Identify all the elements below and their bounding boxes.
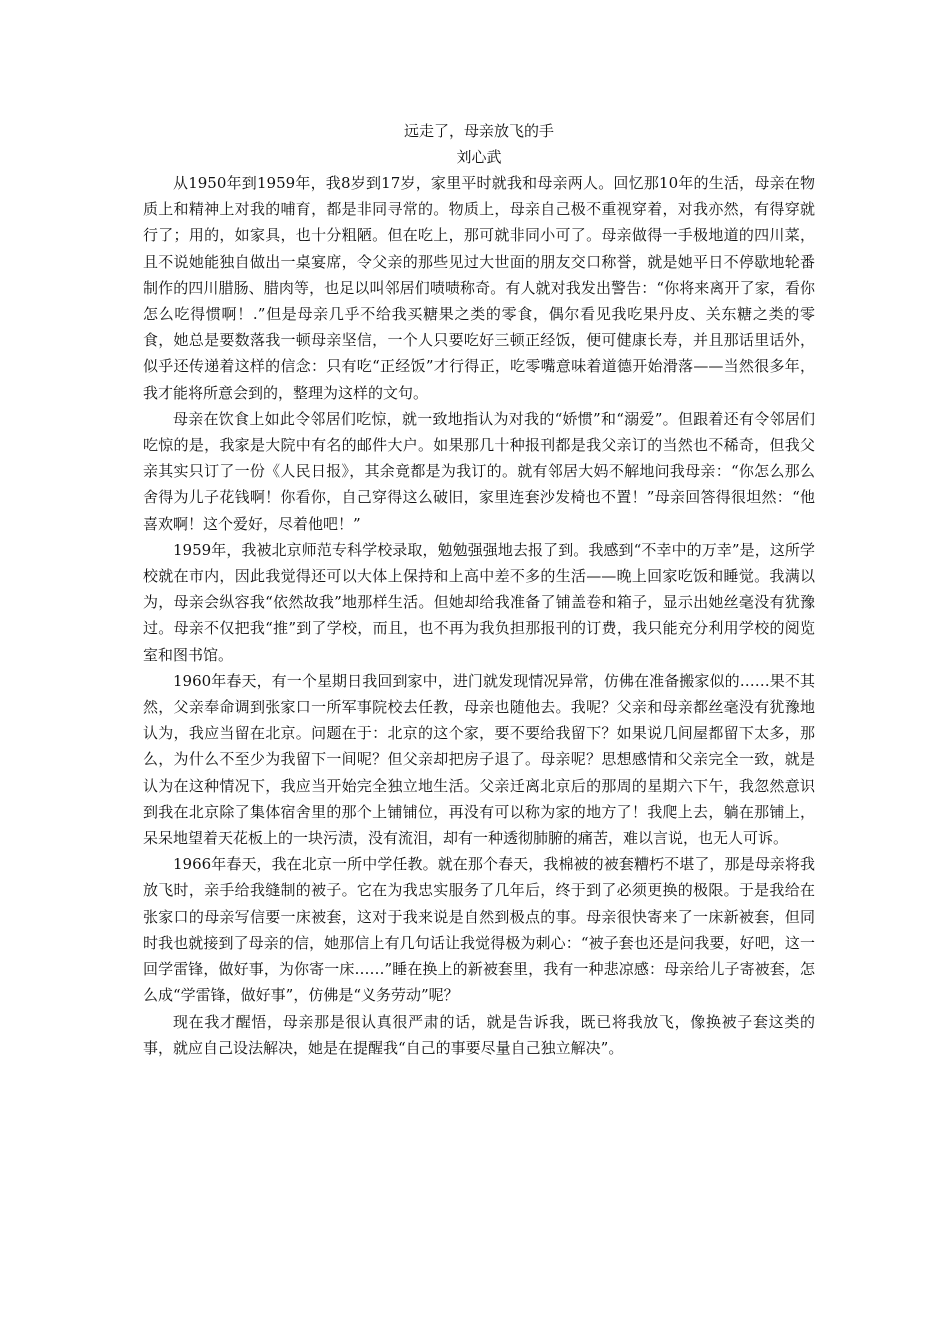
paragraph-5: 1966年春天，我在北京一所中学任教。就在那个春天，我棉被的被套糟朽不堪了，那是母亲将我放飞时，亲手给我缝制的被子。它在为我忠实服务了几年后，终于到了必须更换的极限。于是我给在张家口的母亲写信要一床被套，这对于我来说是自然到极点的事。母亲很快寄来了一床新被套，但同时我也就接到了母亲的信，她那信上有几句话让我觉得极为刺心：“被子套也还是问我要，好吧，这一回学雷锋，做好事，为你寄一床……”睡在换上的新被套里，我有一种悲凉感：母亲给儿子寄被套，怎么成“学雷锋，做好事”，仿佛是“义务劳动”呢？: [143, 855, 815, 1005]
paragraph-2: 母亲在饮食上如此令邻居们吃惊，就一致地指认为对我的“娇惯”和“溺爱”。但跟着还有令邻居们吃惊的是，我家是大院中有名的邮件大户。如果那几十种报刊都是我父亲订的当然也不稀奇，但我父亲其实只订了一份《人民日报》，其余竟都是为我订的。就有邻居大妈不解地问我母亲：“你怎么那么舍得为儿子花钱啊！你看你，自己穿得这么破旧，家里连套沙发椅也不置！”母亲回答得很坦然：“他喜欢啊！这个爱好，尽着他吧！”: [143, 409, 815, 533]
article-title: 远走了，母亲放飞的手: [403, 122, 554, 140]
document-page: [143, 118, 815, 1061]
paragraph-1: 从1950年到1959年，我8岁到17岁，家里平时就我和母亲两人。回忆那10年的生活，母亲在物质上和精神上对我的哺育，都是非同寻常的。物质上，母亲自己极不重视穿着，对我亦然，有得穿就行了；用的，如家具，也十分粗陋。但在吃上，那可就非同小可了。母亲做得一手极地道的四川菜，且不说她能独自做出一桌宴席，令父亲的那些见过大世面的朋友交口称誉，就是她平日不停歇地轮番制作的四川腊肠、腊肉等，也足以叫邻居们啧啧称奇。有人就对我发出警告：“你将来离开了家，看你怎么吃得惯啊！.”但是母亲几乎不给我买糖果之类的零食，偶尔看见我吃果丹皮、关东糖之类的零食，她总是要数落我一顿母亲坚信，一个人只要吃好三顿正经饭，便可健康长寿，并且那话里话外，似乎还传递着这样的信念：只有吃“正经饭”才行得正，吃零嘴意味着道德开始滑落——当然很多年，我才能将所意会到的，整理为这样的文句。: [143, 174, 815, 402]
article-author: 刘心武: [456, 148, 502, 166]
paragraph-6: 现在我才醒悟，母亲那是很认真很严肃的话，就是告诉我，既已将我放飞，像换被子套这类的事，就应自己设法解决，她是在提醒我“自己的事要尽量自己独立解决”。: [143, 1012, 815, 1057]
paragraph-4: 1960年春天，有一个星期日我回到家中，进门就发现情况异常，仿佛在准备搬家似的……果不其然，父亲奉命调到张家口一所军事院校去任教，母亲也随他去。我呢？父亲和母亲都丝毫没有犹豫地认为，我应当留在北京。问题在于：北京的这个家，要不要给我留下？如果说几间屋都留下太多，那么，为什么不至少为我留下一间呢？但父亲却把房子退了。母亲呢？思想感情和父亲完全一致，就是认为在这种情况下，我应当开始完全独立地生活。父亲迁离北京后的那周的星期六下午，我忽然意识到我在北京除了集体宿舍里的那个上铺铺位，再没有可以称为家的地方了！我爬上去，躺在那铺上，呆呆地望着天花板上的一块污渍，没有流泪，却有一种透彻肺腑的痛苦，难以言说，也无人可诉。: [143, 671, 815, 848]
paragraph-3: 1959年，我被北京师范专科学校录取，勉勉强强地去报了到。我感到“不幸中的万幸”是，这所学校就在市内，因此我觉得还可以大体上保持和上高中差不多的生活——晚上回家吃饭和睡觉。我满以为，母亲会纵容我“依然故我”地那样生活。但她却给我准备了铺盖卷和箱子，显示出她丝毫没有犹豫过。母亲不仅把我“推”到了学校，而且，也不再为我负担那报刊的订费，我只能充分利用学校的阅览室和图书馆。: [143, 540, 815, 664]
